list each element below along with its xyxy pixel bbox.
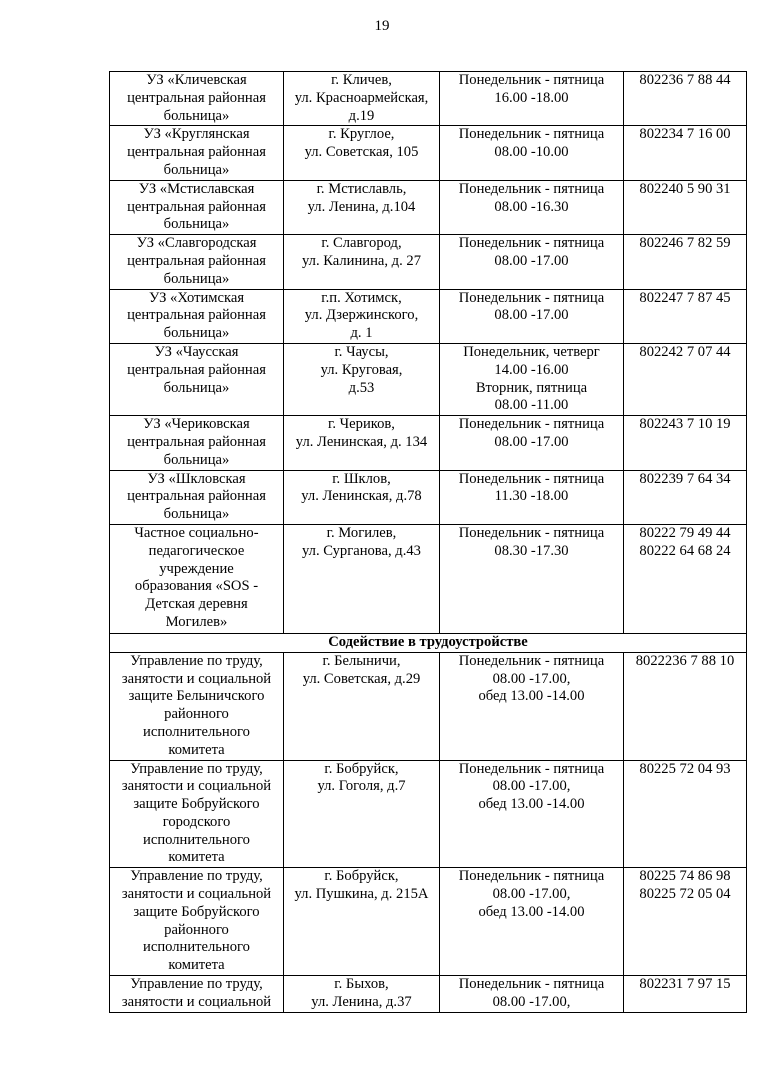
address-line: г. Чаусы,: [334, 343, 389, 360]
hours-line: 08.00 -17.00,: [492, 993, 571, 1010]
org-line: учреждение: [159, 560, 234, 577]
phone-number: 802231 7 97 15: [639, 976, 731, 993]
address-line: г. Мстиславль,: [316, 180, 407, 197]
hours-line: 08.00 -10.00: [494, 144, 569, 161]
hours-line: Понедельник - пятница: [458, 524, 605, 541]
org-line: защите Белыничского: [128, 688, 265, 705]
address-cell: [284, 868, 440, 976]
org-line: Управление по труду,: [130, 868, 263, 885]
hours-line: Понедельник, четверг: [463, 343, 600, 360]
address-line: г.п. Хотимск,: [321, 289, 402, 306]
hours-line: 08.00 -17.00,: [492, 886, 571, 903]
hours-line: Понедельник - пятница: [458, 652, 605, 669]
address-line: г. Быхов,: [334, 976, 389, 993]
org-cell: [110, 72, 284, 126]
address-cell: [284, 470, 440, 524]
org-line: УЗ «Чаусская: [154, 343, 239, 360]
phone-number: 80222 64 68 24: [639, 542, 731, 559]
hours-line: 11.30 -18.00: [494, 488, 569, 505]
address-line: ул. Калинина, д. 27: [302, 252, 421, 269]
address-cell: [284, 416, 440, 470]
table-row: [110, 235, 747, 289]
table-row: [110, 289, 747, 343]
org-line: районного: [164, 921, 229, 938]
phone-cell: [624, 180, 747, 234]
org-line: образования «SOS -: [134, 578, 259, 595]
hours-line: Понедельник - пятница: [458, 289, 605, 306]
phone-cell: [624, 470, 747, 524]
org-line: комитета: [168, 957, 225, 974]
phone-cell: [624, 72, 747, 126]
address-line: ул. Ленинская, д. 134: [295, 433, 428, 450]
address-cell: [284, 72, 440, 126]
org-line: исполнительного: [143, 939, 250, 956]
hours-line: 08.00 -17.00: [494, 307, 569, 324]
org-cell: [110, 180, 284, 234]
address-line: ул. Дзержинского,: [304, 307, 419, 324]
address-line: ул. Красноармейская,: [294, 89, 429, 106]
address-cell: [284, 652, 440, 760]
hours-line: Понедельник - пятница: [458, 72, 605, 88]
hours-line: Понедельник - пятница: [458, 470, 605, 487]
hours-line: 16.00 -18.00: [494, 89, 569, 106]
address-line: г. Белыничи,: [322, 652, 401, 669]
phone-cell: [624, 343, 747, 415]
hours-line: обед 13.00 -14.00: [478, 903, 585, 920]
address-line: д. 1: [350, 325, 373, 342]
org-line: центральная районная: [127, 144, 266, 161]
table-row: [110, 652, 747, 760]
hours-line: Понедельник - пятница: [458, 760, 605, 777]
hours-cell: [440, 72, 624, 126]
hours-cell: [440, 868, 624, 976]
address-line: ул. Ленина, д.104: [307, 198, 416, 215]
phone-cell: [624, 868, 747, 976]
table-row: [110, 868, 747, 976]
hours-cell: [440, 524, 624, 633]
address-line: г. Славгород,: [321, 235, 402, 252]
phone-cell: [624, 524, 747, 633]
hours-cell: [440, 126, 624, 180]
address-line: ул. Сурганова, д.43: [302, 542, 421, 559]
address-line: д.19: [348, 107, 375, 124]
institutions-body: [110, 72, 747, 634]
hours-cell: [440, 976, 624, 1013]
org-line: больница»: [163, 379, 230, 396]
hours-line: 08.00 -11.00: [494, 397, 569, 414]
hours-line: Вторник, пятница: [475, 379, 588, 396]
org-line: центральная районная: [127, 488, 266, 505]
org-line: занятости и социальной: [121, 778, 272, 795]
org-line: комитета: [168, 741, 225, 758]
hours-cell: [440, 289, 624, 343]
contacts-table: [109, 71, 747, 1013]
org-line: занятости и социальной: [121, 670, 272, 687]
address-line: ул. Советская, 105: [304, 144, 419, 161]
employment-body: [110, 652, 747, 1012]
hours-line: 08.30 -17.30: [494, 542, 569, 559]
org-line: УЗ «Круглянская: [143, 126, 250, 143]
phone-cell: [624, 416, 747, 470]
address-line: ул. Круговая,: [320, 361, 403, 378]
table-row: [110, 976, 747, 1013]
org-line: больница»: [163, 161, 230, 178]
table-row: [110, 72, 747, 126]
org-line: комитета: [168, 849, 225, 866]
org-line: УЗ «Славгородская: [136, 235, 257, 252]
org-line: больница»: [163, 451, 230, 468]
hours-line: Понедельник - пятница: [458, 976, 605, 993]
address-line: д.53: [348, 379, 375, 396]
address-line: г. Кличев,: [331, 72, 392, 88]
section-header-body: [110, 633, 747, 652]
address-line: г. Круглое,: [328, 126, 395, 143]
hours-cell: [440, 180, 624, 234]
org-line: центральная районная: [127, 433, 266, 450]
phone-number: 80225 72 04 93: [639, 760, 731, 777]
phone-cell: [624, 652, 747, 760]
org-line: педагогическое: [148, 542, 245, 559]
phone-number: 802240 5 90 31: [639, 180, 731, 197]
org-line: Частное социально-: [134, 524, 259, 541]
table-row: [110, 524, 747, 633]
org-line: УЗ «Мстиславская: [138, 180, 255, 197]
org-line: исполнительного: [143, 831, 250, 848]
table-row: [110, 760, 747, 868]
org-line: УЗ «Шкловская: [147, 470, 246, 487]
address-cell: [284, 976, 440, 1013]
org-line: больница»: [163, 216, 230, 233]
org-cell: [110, 343, 284, 415]
hours-cell: [440, 416, 624, 470]
org-line: центральная районная: [127, 307, 266, 324]
org-cell: [110, 760, 284, 868]
org-line: центральная районная: [127, 252, 266, 269]
phone-number: 802234 7 16 00: [639, 126, 731, 143]
address-cell: [284, 126, 440, 180]
hours-line: Понедельник - пятница: [458, 126, 605, 143]
page-number: 19: [374, 18, 390, 34]
address-cell: [284, 760, 440, 868]
phone-number: 8022236 7 88 10: [635, 652, 735, 669]
org-line: Управление по труду,: [130, 760, 263, 777]
org-line: УЗ «Хотимская: [148, 289, 245, 306]
address-line: ул. Пушкина, д. 215А: [294, 886, 429, 903]
address-line: ул. Гоголя, д.7: [317, 778, 406, 795]
phone-number: 802243 7 10 19: [639, 416, 731, 433]
address-line: г. Могилев,: [326, 524, 397, 541]
hours-line: 08.00 -17.00,: [492, 778, 571, 795]
phone-cell: [624, 976, 747, 1013]
phone-cell: [624, 289, 747, 343]
org-line: занятости и социальной: [121, 886, 272, 903]
phone-cell: [624, 235, 747, 289]
hours-line: Понедельник - пятница: [458, 235, 605, 252]
org-line: УЗ «Кличевская: [146, 72, 247, 88]
org-line: защите Бобруйского: [133, 796, 260, 813]
address-cell: [284, 524, 440, 633]
table-row: [110, 343, 747, 415]
hours-cell: [440, 470, 624, 524]
hours-cell: [440, 343, 624, 415]
org-line: городского: [162, 813, 231, 830]
table-row: [110, 470, 747, 524]
org-line: Управление по труду,: [130, 976, 263, 993]
org-line: занятости и социальной: [121, 993, 272, 1010]
org-line: Детская деревня: [145, 596, 248, 613]
org-cell: [110, 868, 284, 976]
hours-line: обед 13.00 -14.00: [478, 688, 585, 705]
section-row: [110, 633, 747, 652]
hours-line: 08.00 -17.00,: [492, 670, 571, 687]
address-cell: [284, 289, 440, 343]
phone-number: 802239 7 64 34: [639, 470, 731, 487]
hours-line: 08.00 -16.30: [494, 198, 569, 215]
org-line: Управление по труду,: [130, 652, 263, 669]
hours-line: 08.00 -17.00: [494, 252, 569, 269]
table-row: [110, 126, 747, 180]
org-cell: [110, 524, 284, 633]
org-line: центральная районная: [127, 361, 266, 378]
org-line: больница»: [163, 270, 230, 287]
hours-line: Понедельник - пятница: [458, 416, 605, 433]
hours-line: 14.00 -16.00: [494, 361, 569, 378]
section-title: Содействие в трудоустройстве: [110, 633, 747, 652]
phone-number: 802246 7 82 59: [639, 235, 731, 252]
org-line: районного: [164, 706, 229, 723]
org-line: больница»: [163, 325, 230, 342]
org-line: больница»: [163, 107, 230, 124]
org-line: центральная районная: [127, 198, 266, 215]
address-line: ул. Ленина, д.37: [311, 993, 412, 1010]
org-line: Могилев»: [165, 613, 228, 630]
hours-line: обед 13.00 -14.00: [478, 796, 585, 813]
org-line: защите Бобруйского: [133, 903, 260, 920]
hours-cell: [440, 235, 624, 289]
phone-number: 80222 79 49 44: [639, 524, 731, 541]
address-line: г. Чериков,: [328, 416, 395, 433]
org-cell: [110, 126, 284, 180]
hours-cell: [440, 652, 624, 760]
phone-number: 802236 7 88 44: [639, 72, 731, 88]
org-cell: [110, 976, 284, 1013]
org-line: УЗ «Чериковская: [143, 416, 250, 433]
org-line: больница»: [163, 506, 230, 523]
org-cell: [110, 652, 284, 760]
phone-cell: [624, 760, 747, 868]
address-line: ул. Ленинская, д.78: [301, 488, 422, 505]
table-row: [110, 416, 747, 470]
org-cell: [110, 416, 284, 470]
phone-number: 802242 7 07 44: [639, 343, 731, 360]
hours-line: 08.00 -17.00: [494, 433, 569, 450]
address-cell: [284, 180, 440, 234]
address-line: г. Шклов,: [332, 470, 391, 487]
hours-cell: [440, 760, 624, 868]
table-row: [110, 180, 747, 234]
org-line: центральная районная: [127, 89, 266, 106]
phone-cell: [624, 126, 747, 180]
address-line: г. Бобруйск,: [324, 868, 399, 885]
address-cell: [284, 235, 440, 289]
phone-number: 80225 72 05 04: [639, 886, 731, 903]
org-cell: [110, 470, 284, 524]
hours-line: Понедельник - пятница: [458, 868, 605, 885]
hours-line: Понедельник - пятница: [458, 180, 605, 197]
org-cell: [110, 235, 284, 289]
org-cell: [110, 289, 284, 343]
address-line: г. Бобруйск,: [324, 760, 399, 777]
org-line: исполнительного: [143, 723, 250, 740]
address-line: ул. Советская, д.29: [302, 670, 421, 687]
phone-number: 802247 7 87 45: [639, 289, 731, 306]
address-cell: [284, 343, 440, 415]
phone-number: 80225 74 86 98: [639, 868, 731, 885]
